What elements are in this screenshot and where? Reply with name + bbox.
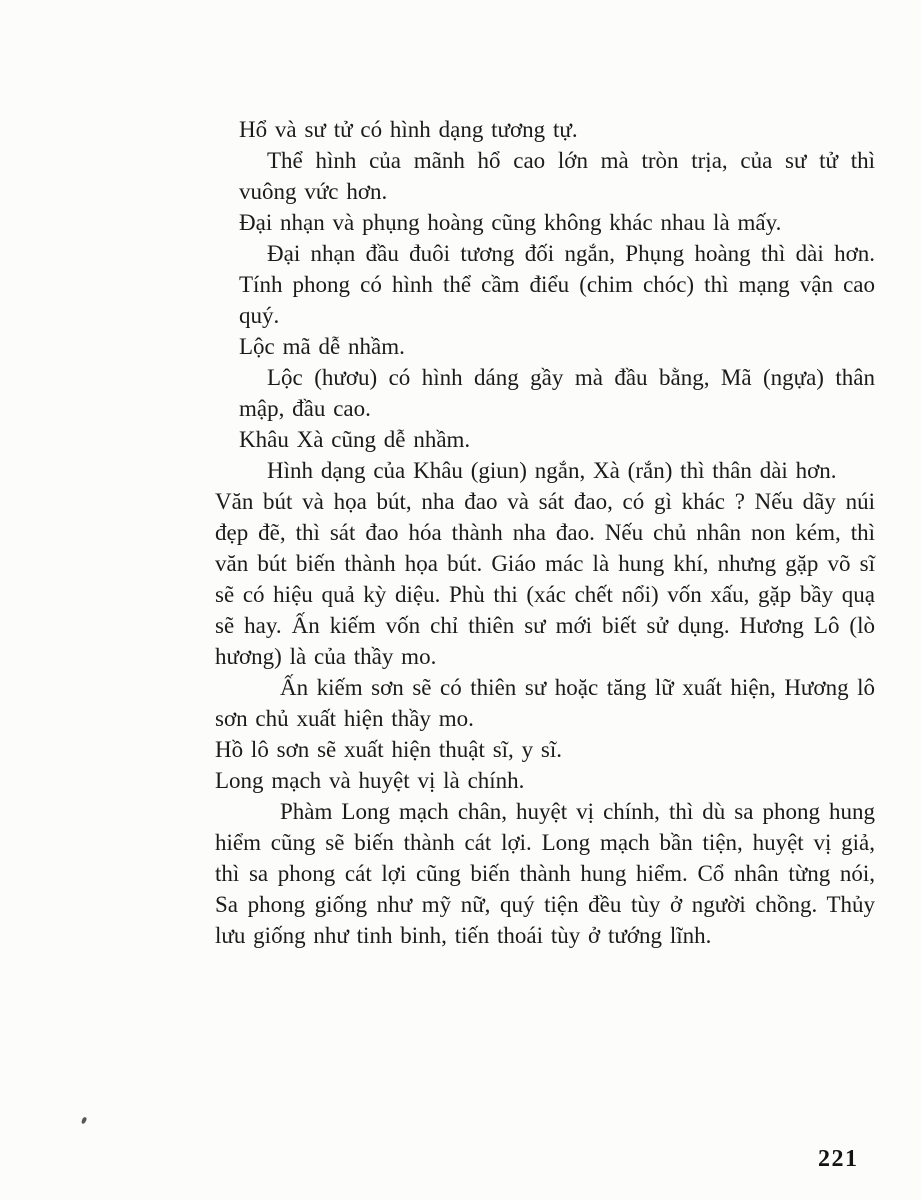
maxim-dragon-vein: Long mạch và huyệt vị là chính.	[215, 768, 525, 793]
maxim-deer-horse: Lộc mã dễ nhầm.	[239, 334, 405, 359]
explanation-deer-horse: Lộc (hươu) có hình dáng gầy mà đầu bằng, Mã (ngựa) thân mập, đầu cao.	[239, 365, 875, 421]
explanation-dragon-vein: Phàm Long mạch chân, huyệt vị chính, thì dù sa phong hung hiểm cũng sẽ biến thành cát lợi. Long mạch bần tiện, huyệt vị giả, thì sa phong cát lợi cũng biến thành hung hiểm. Cổ nhân từng nói, Sa phong giống như mỹ nữ, quý tiện đều tùy ở người chồng. Thủy lưu giống như tinh binh, tiến thoái tùy ở tướng lĩnh.	[215, 799, 875, 948]
commentary-seal-incense: Ấn kiếm sơn sẽ có thiên sư hoặc tăng lữ xuất hiện, Hương lô sơn chủ xuất hiện thầy mo.	[215, 675, 875, 731]
commentary-pens-blades: Văn bút và họa bút, nha đao và sát đao, có gì khác ? Nếu dãy núi đẹp đẽ, thì sát đao hóa thành nha đao. Nếu chủ nhân non kém, thì văn bút biến thành họa bút. Giáo mác là hung khí, nhưng gặp võ sĩ sẽ có hiệu quả kỳ diệu. Phù thi (xác chết nổi) vốn xấu, gặp bầy quạ sẽ hay. Ấn kiếm vốn chỉ thiên sư mới biết sử dụng. Hương Lô (lò hương) là của thầy mo.	[215, 489, 875, 669]
maxim-goose-phoenix: Đại nhạn và phụng hoàng cũng không khác nhau là mấy.	[239, 210, 782, 235]
page-content	[215, 114, 875, 951]
section-shape-maxims	[239, 114, 875, 486]
page-number: 221	[818, 1146, 859, 1172]
maxim-worm-snake: Khâu Xà cũng dễ nhầm.	[239, 427, 471, 452]
commentary-gourd-mountain: Hồ lô sơn sẽ xuất hiện thuật sĩ, y sĩ.	[215, 737, 563, 762]
explanation-goose-phoenix: Đại nhạn đầu đuôi tương đối ngắn, Phụng hoàng thì dài hơn. Tính phong có hình thể cầm điểu (chim chóc) thì mạng vận cao quý.	[239, 241, 875, 328]
ink-speck	[81, 1116, 88, 1124]
maxim-tiger-lion: Hổ và sư tử có hình dạng tương tự.	[239, 117, 578, 142]
explanation-worm-snake: Hình dạng của Khâu (giun) ngắn, Xà (rắn) thì thân dài hơn.	[267, 458, 837, 483]
section-commentary	[215, 486, 875, 951]
explanation-tiger-lion: Thể hình của mãnh hổ cao lớn mà tròn trịa, của sư tử thì vuông vức hơn.	[239, 148, 875, 204]
